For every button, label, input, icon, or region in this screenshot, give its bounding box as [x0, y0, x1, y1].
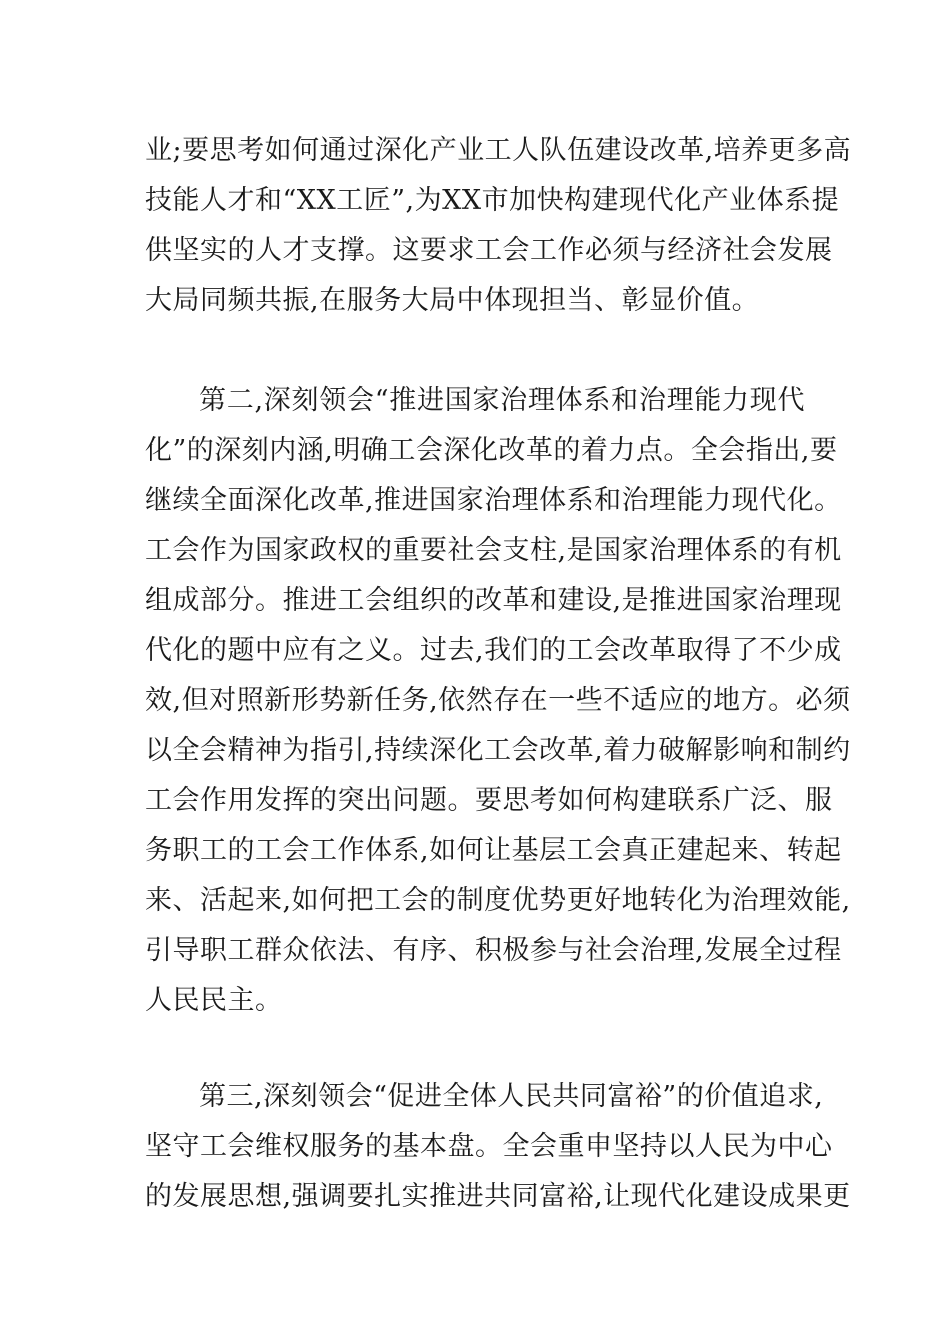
paragraph-line: 引导职工群众依法、有序、积极参与社会治理,发展全过程 [145, 935, 842, 966]
paragraph-line: 第三,深刻领会“促进全体人民共同富裕”的价值追求, [199, 1081, 824, 1112]
paragraph-3 [145, 1072, 851, 1222]
paragraph-line: 来、活起来,如何把工会的制度优势更好地转化为治理效能, [145, 885, 851, 916]
paragraph-line: 继续全面深化改革,推进国家治理体系和治理能力现代化。 [145, 485, 842, 516]
paragraph-line: 化”的深刻内涵,明确工会深化改革的着力点。全会指出,要 [145, 435, 838, 466]
paragraph-line: 工会作为国家政权的重要社会支柱,是国家治理体系的有机 [145, 535, 842, 566]
paragraph-line: 务职工的工会工作体系,如何让基层工会真正建起来、转起 [145, 835, 842, 866]
paragraph-line: 业;要思考如何通过深化产业工人队伍建设改革,培养更多高 [145, 135, 852, 166]
paragraph-line: 代化的题中应有之义。过去,我们的工会改革取得了不少成 [145, 635, 842, 666]
paragraph-line: 大局同频共振,在服务大局中体现担当、彰显价值。 [145, 285, 760, 316]
paragraph-line: 坚守工会维权服务的基本盘。全会重申坚持以人民为中心 [145, 1131, 833, 1162]
paragraph-line: 供坚实的人才支撑。这要求工会工作必须与经济社会发展 [145, 235, 833, 266]
paragraph-line: 工会作用发挥的突出问题。要思考如何构建联系广泛、服 [145, 785, 833, 816]
paragraph-line: 第二,深刻领会“推进国家治理体系和治理能力现代 [199, 385, 805, 416]
paragraph-line: 的发展思想,强调要扎实推进共同富裕,让现代化建设成果更 [145, 1181, 851, 1212]
paragraph-line: 人民民主。 [145, 985, 283, 1016]
paragraph-line: 以全会精神为指引,持续深化工会改革,着力破解影响和制约 [145, 735, 851, 766]
paragraph-2 [145, 376, 851, 1026]
paragraph-1 [145, 126, 852, 326]
paragraph-line: 技能人才和“XX工匠”,为XX市加快构建现代化产业体系提 [145, 185, 840, 216]
paragraph-line: 组成部分。推进工会组织的改革和建设,是推进国家治理现 [145, 585, 842, 616]
paragraph-line: 效,但对照新形势新任务,依然存在一些不适应的地方。必须 [145, 685, 851, 716]
